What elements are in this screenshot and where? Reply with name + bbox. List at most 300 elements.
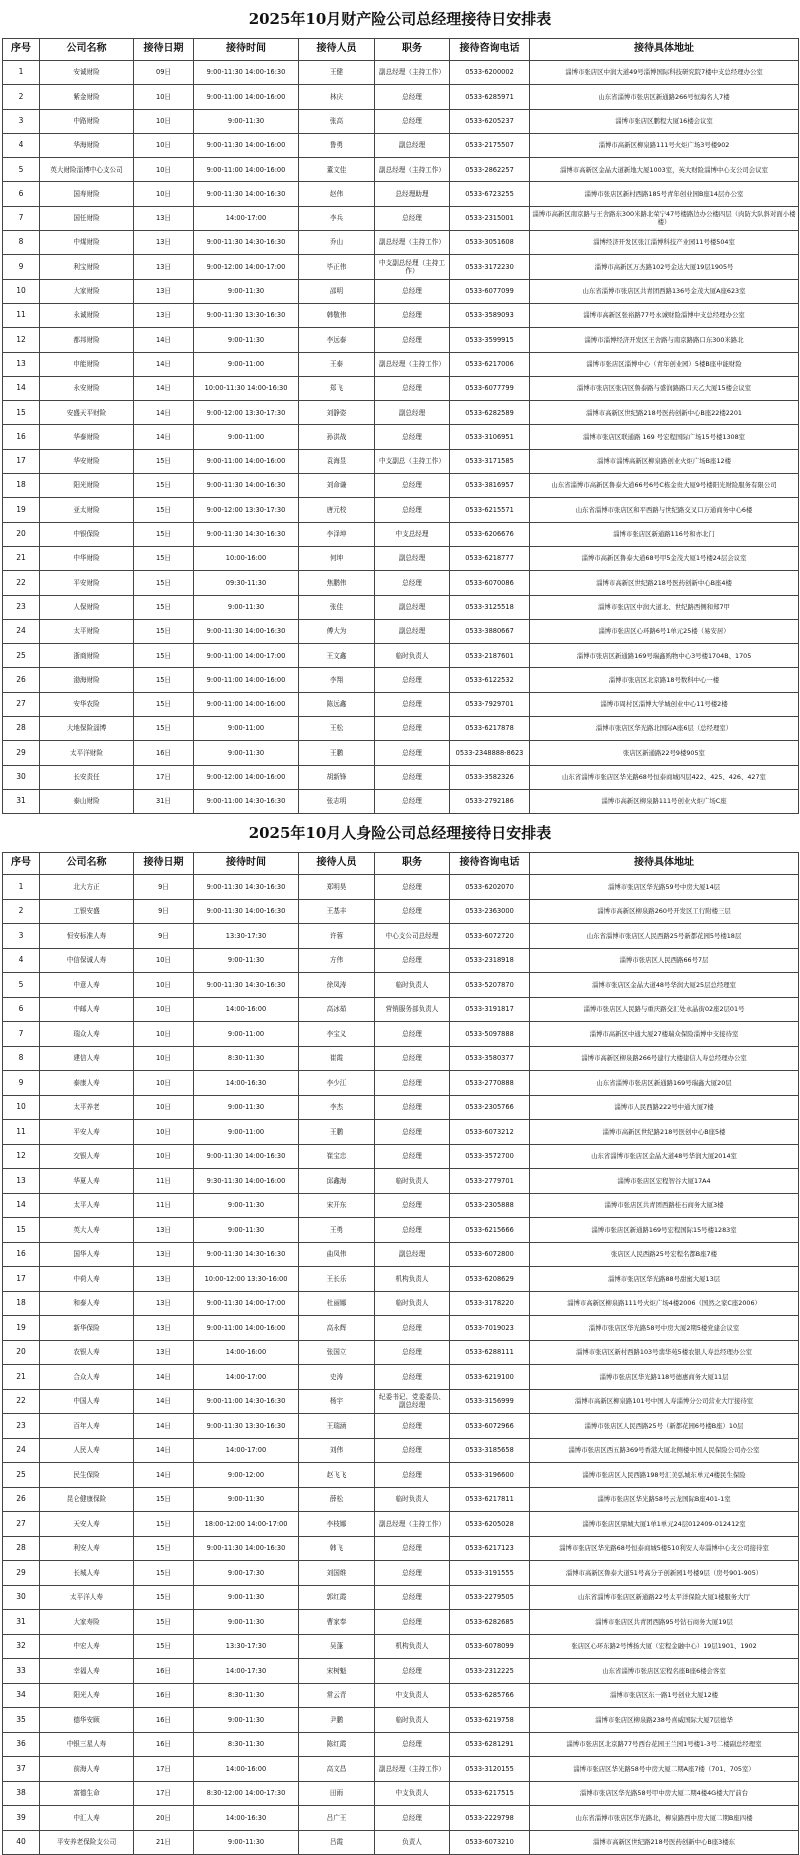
phone-cell: 0533-5207870 [450,973,530,998]
reception-date-cell: 15日 [134,717,194,741]
position-cell: 纪委书记、党委委员、副总经理 [375,1389,450,1414]
receptionist-cell: 王长乐 [299,1267,375,1292]
reception-time-cell: 13:30-17:30 [194,924,299,949]
phone-cell: 0533-7019023 [450,1316,530,1341]
reception-time-cell: 9:00-11:00 14:00-16:00 [194,449,299,473]
receptionist-cell: 傅大为 [299,619,375,643]
company-name-cell: 前海人寿 [40,1757,134,1782]
table-row [3,1536,799,1561]
company-name-cell: 永安财险 [40,376,134,400]
company-name-cell: 民生保险 [40,1463,134,1488]
reception-time-cell: 14:00-17:00 [194,1365,299,1390]
receptionist-cell: 刘静姿 [299,401,375,425]
row-number-cell: 34 [3,1683,40,1708]
column-header: 接待时间 [194,39,299,61]
table-row [3,1316,799,1341]
company-name-cell: 国华人寿 [40,1242,134,1267]
reception-date-cell: 17日 [134,1781,194,1806]
receptionist-cell: 李翔 [299,668,375,692]
phone-cell: 0533-6219758 [450,1708,530,1733]
phone-cell: 0533-3106951 [450,425,530,449]
reception-time-cell: 9:00-11:30 14:00-16:30 [194,1536,299,1561]
phone-cell: 0533-3582326 [450,765,530,789]
address-cell: 淄博市张店区联通路 169 号宏程国际广场15号楼1308室 [530,425,799,449]
phone-cell: 0533-3580377 [450,1046,530,1071]
phone-cell: 0533-6200002 [450,61,530,85]
receptionist-cell: 张佳 [299,595,375,619]
reception-time-cell: 9:00-11:00 [194,352,299,376]
reception-date-cell: 14日 [134,401,194,425]
table-row [3,595,799,619]
position-cell: 总经理 [375,571,450,595]
address-cell: 淄博市张店区北京路18号数科中心一楼 [530,668,799,692]
company-name-cell: 安诚财险 [40,61,134,85]
row-number-cell: 10 [3,1095,40,1120]
reception-date-cell: 10日 [134,1046,194,1071]
phone-cell: 0533-3196600 [450,1463,530,1488]
receptionist-cell: 王鹏 [299,1120,375,1145]
reception-time-cell: 14:00-16:30 [194,1806,299,1831]
position-cell: 中支负责人 [375,1683,450,1708]
address-cell: 山东省淄博市高新区鲁泰大道66号6号C栋金贵大厦9号楼阳光财险服务有限公司 [530,474,799,498]
table-row [3,1830,799,1855]
row-number-cell: 37 [3,1757,40,1782]
reception-date-cell: 14日 [134,1463,194,1488]
reception-date-cell: 13日 [134,279,194,303]
row-number-cell: 3 [3,924,40,949]
address-cell: 淄博市张店区华光路58号云龙国际B座401-1室 [530,1487,799,1512]
position-cell: 总经理 [375,1365,450,1390]
reception-date-cell: 10日 [134,85,194,109]
address-cell: 淄博市高新区世纪路218号医药创新中心B座3楼东 [530,1830,799,1855]
row-number-cell: 28 [3,717,40,741]
company-name-cell: 华安财险 [40,449,134,473]
phone-cell: 0533-3191817 [450,997,530,1022]
position-cell: 总经理 [375,1144,450,1169]
phone-cell: 0533-6073212 [450,1120,530,1145]
position-cell: 总经理 [375,1095,450,1120]
company-name-cell: 百年人寿 [40,1414,134,1439]
table-row [3,85,799,109]
row-number-cell: 14 [3,1193,40,1218]
row-number-cell: 9 [3,1071,40,1096]
address-cell: 淄博市张店区共青团西路桂石商务大厦3楼 [530,1193,799,1218]
receptionist-cell: 高冰茹 [299,997,375,1022]
reception-time-cell: 14:00-16:00 [194,1757,299,1782]
row-number-cell: 5 [3,158,40,182]
company-name-cell: 太平人寿 [40,1193,134,1218]
receptionist-cell: 杜丽娜 [299,1291,375,1316]
address-cell: 淄博市张店区华光路68号恒泰商城5楼510利安人寿淄博中心支公司接待室 [530,1536,799,1561]
table-row [3,997,799,1022]
table-row [3,1610,799,1635]
row-number-cell: 6 [3,182,40,206]
row-number-cell: 40 [3,1830,40,1855]
position-cell: 副总经理（主持工作） [375,1757,450,1782]
phone-cell: 0533-6217123 [450,1536,530,1561]
company-name-cell: 安华农险 [40,692,134,716]
position-cell: 总经理 [375,1414,450,1439]
table-row [3,1169,799,1194]
table-row [3,182,799,206]
receptionist-cell: 史涛 [299,1365,375,1390]
position-cell: 总经理 [375,328,450,352]
position-cell: 总经理 [375,875,450,900]
address-cell: 淄博市张店区共青团西路95号钻石商务大厦19层 [530,1610,799,1635]
address-cell: 山东省淄博市张店区和平西路与世纪路交叉口万通商务中心6楼 [530,498,799,522]
phone-cell: 0533-6078099 [450,1634,530,1659]
company-name-cell: 太平养老 [40,1095,134,1120]
address-cell: 淄博市高新区南京路与王舍路东300米路北荣宁47号楼路边办公楼四层（肉防大队斜对面小楼楼） [530,206,799,230]
phone-cell: 0533-3816957 [450,474,530,498]
reception-date-cell: 13日 [134,303,194,327]
company-name-cell: 太平洋财险 [40,741,134,765]
receptionist-cell: 吕霞 [299,1830,375,1855]
position-cell: 总经理 [375,1193,450,1218]
reception-time-cell: 9:00-11:00 14:00-16:00 [194,692,299,716]
life-header-row [3,853,799,875]
reception-date-cell: 10日 [134,1095,194,1120]
row-number-cell: 2 [3,899,40,924]
table-row [3,1267,799,1292]
reception-date-cell: 15日 [134,668,194,692]
table-row [3,1291,799,1316]
table-row [3,741,799,765]
phone-cell: 0533-6723255 [450,182,530,206]
position-cell: 总经理 [375,279,450,303]
reception-date-cell: 15日 [134,571,194,595]
reception-time-cell: 10:00-12:00 13:30-16:00 [194,1267,299,1292]
address-cell: 淄博市张店区华光路58号中房大厦2期5楼党建会议室 [530,1316,799,1341]
company-name-cell: 和泰人寿 [40,1291,134,1316]
address-cell: 淄博市张店区鹏程大厦16楼会议室 [530,109,799,133]
reception-date-cell: 15日 [134,1585,194,1610]
row-number-cell: 24 [3,619,40,643]
row-number-cell: 8 [3,231,40,255]
row-number-cell: 7 [3,206,40,230]
reception-time-cell: 9:00-11:00 14:00-16:00 [194,1316,299,1341]
position-cell: 总经理 [375,425,450,449]
table-row [3,899,799,924]
reception-time-cell: 8:30-11:30 [194,1046,299,1071]
address-cell: 淄博市张店区新村西路103号翡华苑5楼农银人寿总经理办公室 [530,1340,799,1365]
reception-date-cell: 10日 [134,1120,194,1145]
address-cell: 山东省淄博市张店区新通路266号恒海名人7楼 [530,85,799,109]
row-number-cell: 6 [3,997,40,1022]
company-name-cell: 平安养老保险支公司 [40,1830,134,1855]
row-number-cell: 1 [3,875,40,900]
receptionist-cell: 田雨 [299,1781,375,1806]
address-cell: 淄博市张店区北京路77号西台花园王兰园1号楼1-3号二楼副总经理室 [530,1732,799,1757]
position-cell: 负责人 [375,1830,450,1855]
position-cell: 总经理 [375,1659,450,1684]
table-row [3,1561,799,1586]
row-number-cell: 21 [3,546,40,570]
address-cell: 淄博市张店区人民西路66号7层 [530,948,799,973]
address-cell: 淄博市高新区世纪路218号医创中心B座5楼 [530,1120,799,1145]
life-schedule-table [2,852,799,1855]
receptionist-cell: 何坤 [299,546,375,570]
reception-date-cell: 15日 [134,644,194,668]
column-header: 公司名称 [40,853,134,875]
reception-time-cell: 9:00-11:30 14:30-16:30 [194,1242,299,1267]
address-cell: 张店区心环东路2号博扬大厦（宏程金融中心）19层1901、1902 [530,1634,799,1659]
address-cell: 淄博市高新区鲁泰大道68号甲5金茂大厦1号楼24层会议室 [530,546,799,570]
receptionist-cell: 孙洪战 [299,425,375,449]
company-name-cell: 中华财险 [40,546,134,570]
reception-time-cell: 14:00-17:00 [194,206,299,230]
phone-cell: 0533-6072800 [450,1242,530,1267]
receptionist-cell: 鲁勇 [299,133,375,157]
phone-cell: 0533-6206676 [450,522,530,546]
row-number-cell: 9 [3,255,40,279]
phone-cell: 0533-3172230 [450,255,530,279]
phone-cell: 0533-6282685 [450,1610,530,1635]
receptionist-cell: 韩敬伟 [299,303,375,327]
reception-date-cell: 15日 [134,1536,194,1561]
phone-cell: 0533-6215571 [450,498,530,522]
position-cell: 总经理 [375,1120,450,1145]
position-cell: 总经理 [375,1022,450,1047]
company-name-cell: 恒安标准人寿 [40,924,134,949]
row-number-cell: 38 [3,1781,40,1806]
row-number-cell: 23 [3,1414,40,1439]
phone-cell: 0533-2305888 [450,1193,530,1218]
row-number-cell: 7 [3,1022,40,1047]
receptionist-cell: 张高 [299,109,375,133]
table-row [3,875,799,900]
row-number-cell: 31 [3,1610,40,1635]
position-cell: 营销服务部负责人 [375,997,450,1022]
life-table-body [3,875,799,1855]
row-number-cell: 27 [3,1512,40,1537]
phone-cell: 0533-6219100 [450,1365,530,1390]
row-number-cell: 25 [3,644,40,668]
row-number-cell: 26 [3,668,40,692]
phone-cell: 0533-6217515 [450,1781,530,1806]
row-number-cell: 24 [3,1438,40,1463]
reception-time-cell: 9:00-11:00 [194,1022,299,1047]
position-cell: 机构负责人 [375,1267,450,1292]
table-row [3,1144,799,1169]
receptionist-cell: 胡新锋 [299,765,375,789]
reception-date-cell: 14日 [134,1365,194,1390]
reception-time-cell: 8:30-12:00 14:00-17:30 [194,1781,299,1806]
company-name-cell: 工银安盛 [40,899,134,924]
position-cell: 中支副总经理（主持工作） [375,255,450,279]
receptionist-cell: 韩飞 [299,1536,375,1561]
reception-time-cell: 9:00-11:30 14:00-16:00 [194,133,299,157]
receptionist-cell: 毕正伟 [299,255,375,279]
reception-time-cell: 14:00-16:00 [194,1340,299,1365]
phone-cell: 0533-3191555 [450,1561,530,1586]
reception-date-cell: 10日 [134,133,194,157]
position-cell: 总经理 [375,1585,450,1610]
company-name-cell: 瑞众人寿 [40,1022,134,1047]
receptionist-cell: 袁海昱 [299,449,375,473]
table-row [3,133,799,157]
company-name-cell: 华夏人寿 [40,1169,134,1194]
reception-time-cell: 9:00-11:30 [194,1830,299,1855]
company-name-cell: 永诚财险 [40,303,134,327]
row-number-cell: 18 [3,1291,40,1316]
table-row [3,1659,799,1684]
receptionist-cell: 常云青 [299,1683,375,1708]
row-number-cell: 36 [3,1732,40,1757]
table-row [3,279,799,303]
address-cell: 淄博市张店区中润大道49号淄博国际科技研究院7楼中支总经理办公室 [530,61,799,85]
table-row [3,1022,799,1047]
property-header-row [3,39,799,61]
position-cell: 总经理 [375,1218,450,1243]
receptionist-cell: 王基丰 [299,899,375,924]
position-cell: 副总经理 [375,133,450,157]
table-row [3,522,799,546]
company-name-cell: 浙商财险 [40,644,134,668]
address-cell: 淄博市高新区柳泉路111号创业火炬广场C座 [530,789,799,813]
column-header: 接待人员 [299,39,375,61]
address-cell: 淄博市张店区中润大道北、世纪路西侧和郑7甲 [530,595,799,619]
position-cell: 副总经理（主持工作） [375,231,450,255]
company-name-cell: 中荷人寿 [40,1267,134,1292]
phone-cell: 0533-6205237 [450,109,530,133]
reception-time-cell: 9:00-11:30 13:30-16:30 [194,1414,299,1439]
row-number-cell: 15 [3,1218,40,1243]
reception-date-cell: 10日 [134,1022,194,1047]
reception-date-cell: 14日 [134,1414,194,1439]
receptionist-cell: 高文昌 [299,1757,375,1782]
reception-date-cell: 15日 [134,1610,194,1635]
reception-date-cell: 15日 [134,619,194,643]
address-cell: 淄博市高新区金晶大道新地大厦1003室，英大财险淄博中心支公司会议室 [530,158,799,182]
table-row [3,1757,799,1782]
table-row [3,401,799,425]
table-row [3,717,799,741]
position-cell: 总经理 [375,498,450,522]
receptionist-cell: 曹家奉 [299,1610,375,1635]
reception-time-cell: 9:00-17:30 [194,1561,299,1586]
reception-date-cell: 13日 [134,1316,194,1341]
reception-time-cell: 9:00-11:30 14:00-16:30 [194,1144,299,1169]
reception-date-cell: 15日 [134,546,194,570]
receptionist-cell: 郭红霞 [299,1585,375,1610]
company-name-cell: 申能财险 [40,352,134,376]
row-number-cell: 16 [3,1242,40,1267]
address-cell: 淄博市张店区人民西路198号汇美弘城东单元4楼民生保险 [530,1463,799,1488]
position-cell: 总经理 [375,1806,450,1831]
phone-cell: 0533-6285766 [450,1683,530,1708]
phone-cell: 0533-2792186 [450,789,530,813]
reception-time-cell: 9:00-11:30 [194,1610,299,1635]
receptionist-cell: 曲凤伟 [299,1242,375,1267]
row-number-cell: 31 [3,789,40,813]
company-name-cell: 长城人寿 [40,1561,134,1586]
company-name-cell: 阳光财险 [40,474,134,498]
phone-cell: 0533-7929701 [450,692,530,716]
reception-time-cell: 9:00-11:30 14:30-16:30 [194,875,299,900]
address-cell: 淄博市张店区西五路369号香港大厦北侧楼中国人民保险公司办公室 [530,1438,799,1463]
table-row [3,376,799,400]
table-row [3,1463,799,1488]
table-row [3,692,799,716]
company-name-cell: 德华安顾 [40,1708,134,1733]
position-cell: 总经理 [375,948,450,973]
property-table-body [3,61,799,814]
address-cell: 淄博市张店区华光路118号德惠商务大厦11层 [530,1365,799,1390]
address-cell: 淄博市张店区金晶大道48号华润大厦25层总经理室 [530,973,799,998]
position-cell: 副总经理 [375,619,450,643]
phone-cell: 0533-2187601 [450,644,530,668]
reception-date-cell: 9日 [134,924,194,949]
reception-date-cell: 13日 [134,1218,194,1243]
reception-time-cell: 9:30-11:30 14:00-16:00 [194,1169,299,1194]
column-header: 接待日期 [134,39,194,61]
address-cell: 山东省淄博市张店区华光路北，柳泉路西中房大厦二期B座四楼 [530,1806,799,1831]
phone-cell: 0533-2862257 [450,158,530,182]
address-cell: 淄博市张店区新通路169号瑞鑫购物中心3号楼1704B、1705 [530,644,799,668]
company-name-cell: 人保财险 [40,595,134,619]
reception-date-cell: 13日 [134,1340,194,1365]
reception-time-cell: 8:30-11:30 [194,1732,299,1757]
address-cell: 淄博市高新区中通大厦27楼瑞众保险淄博中支接待室 [530,1022,799,1047]
reception-time-cell: 14:00-16:30 [194,1071,299,1096]
position-cell: 总经理 [375,717,450,741]
reception-date-cell: 16日 [134,741,194,765]
receptionist-cell: 王鹏 [299,741,375,765]
reception-time-cell: 14:00-16:00 [194,997,299,1022]
receptionist-cell: 董文佳 [299,158,375,182]
address-cell: 山东省淄博市张店区人民西路25号新都花园5号楼18层 [530,924,799,949]
table-row [3,619,799,643]
address-cell: 淄博市淄博高新区柳泉路创业火炬广场B座12楼 [530,449,799,473]
table-row [3,1438,799,1463]
phone-cell: 0533-6205028 [450,1512,530,1537]
row-number-cell: 13 [3,1169,40,1194]
address-cell: 淄博市张店区东一路1号创业大厦12楼 [530,1683,799,1708]
reception-time-cell: 9:00-11:30 14:30-16:30 [194,973,299,998]
address-cell: 山东省淄博市张店区宏程名座B座6楼会客室 [530,1659,799,1684]
company-name-cell: 利宝财险 [40,255,134,279]
company-name-cell: 富德生命 [40,1781,134,1806]
row-number-cell: 23 [3,595,40,619]
row-number-cell: 1 [3,61,40,85]
address-cell: 淄博市张店区新通路116号和亦北门 [530,522,799,546]
position-cell: 总经理 [375,741,450,765]
address-cell: 山东省淄博市张店区共青团西路136号金茂大厦A座623室 [530,279,799,303]
receptionist-cell: 李杰 [299,1095,375,1120]
company-name-cell: 大家财险 [40,279,134,303]
receptionist-cell: 刘国维 [299,1561,375,1586]
position-cell: 总经理 [375,1561,450,1586]
company-name-cell: 平安财险 [40,571,134,595]
phone-cell: 0533-3120155 [450,1757,530,1782]
company-name-cell: 阳光人寿 [40,1683,134,1708]
phone-cell: 0533-2229798 [450,1806,530,1831]
position-cell: 总经理 [375,692,450,716]
row-number-cell: 22 [3,571,40,595]
company-name-cell: 华泰财险 [40,425,134,449]
column-header: 职务 [375,853,450,875]
table-row [3,1193,799,1218]
row-number-cell: 11 [3,303,40,327]
receptionist-cell: 宋开东 [299,1193,375,1218]
reception-date-cell: 15日 [134,692,194,716]
receptionist-cell: 郑明昊 [299,875,375,900]
column-header: 序号 [3,39,40,61]
position-cell: 总经理 [375,474,450,498]
position-cell: 副总经理 [375,401,450,425]
reception-time-cell: 9:00-11:30 [194,948,299,973]
